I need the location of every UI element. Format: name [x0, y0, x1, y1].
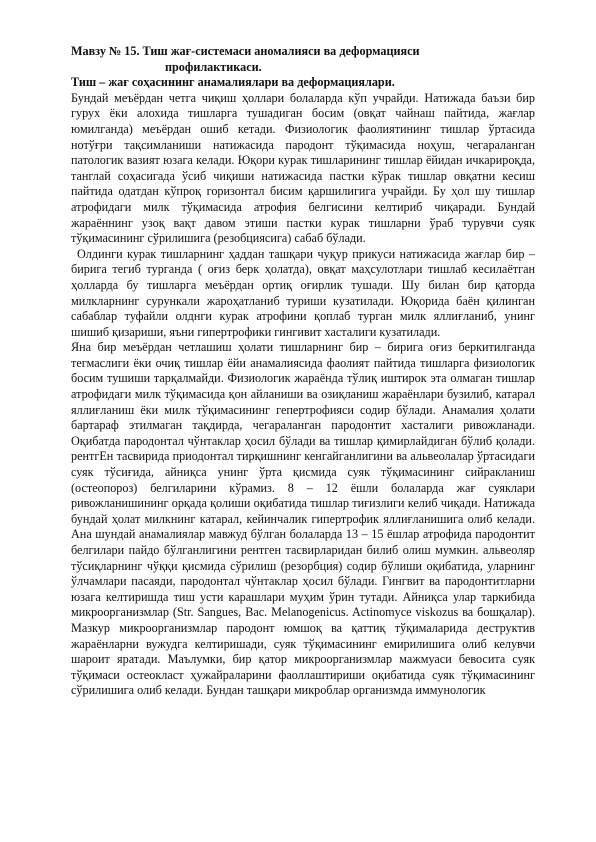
- paragraph: Яна бир меъёрдан четлашиш ҳолати тишларнинг бир – бирига оғиз беркитилганда тегмаслиги ёки очиқ тишлар ёйи анамалиясида фаолият пайтида тишларга физиологик босим тушиши тарқалмайди. Физиологик жараёнда тўлиқ иштирок эта олмаган тишлар атрофидаги милк тўқимасида қон айланиши ва озиқланиш жараёнлари бузилиб, катарал яллиғланиш ёки милк тўқимасининг гепертрофияси содир бўлади. Анамалия ҳолати бартараф этилмаган тақдирда, чегараланган пародонтит хасталиги ривожланади. Оқибатда пародонтал чўнтаклар ҳосил бўлади ва тишлар қимирлайдиган бўлиб қолади. рентгЕн тасвирида приодонтал тирқишнинг кенгайганлигини ва альвеолалар ўртасидаги суяк тўсиғида, айниқса унинг ўрта қисмида суяк тўқимасининг сийракланиш (остеопороз) белгиларини кўрамиз. 8 – 12 ёшли болаларда жағ суяклари ривожланишининг орқада қолиши оқибатида тишлар тиғизлиги келиб чиқади. Натижада бундай ҳолат милкнинг катарал, кейинчалик гипертрофик яллиғланишига олиб келади. Ана шундай анамалиялар мавжуд бўлган болаларда 13 – 15 ёшлар атрофида пародонтит белгилари пайдо бўлганлигини рентген тасвирларидан билиб олиш мумкин. альвеоляр тўсиқларнинг чўққи қисмида сўрилиш (резорбция) содир бўлиши оқибатида, уларнинг ўлчамлари пасаяди, пародонтал чўнтаклар ҳосил бўлади. Гингвит ва пародонтитларни юзага келтиришда тиш усти карашлари муҳим ўрин тутади. Айниқса улар таркибида микроорганизмлар (Str. Sangues, Bac. Melanogenicus. Actinomyce viskozus ва бошқалар). Мазкур микроорганизмлар пародонт юмшоқ ва қаттиқ тўқималарида деструктив жараёнларни вужудга келтиришади, суяк тўқимасининг емирилишига олиб келувчи шароит яратади. Маълумки, бир қатор микроорганизмлар мажмуаси бевосита суяк тўқимаси остеокласт ҳужайраларини фаоллаштириши оқибатида суяк тўқимасининг сўрилишига олиб келади. Бундан ташқари микроблар организмда иммунологик: [71, 340, 535, 698]
- section-subtitle: Тиш – жағ соҳасининг анамалиялари ва деформациялари.: [71, 75, 395, 90]
- document-title: Мавзу № 15. Тиш жағ-системаси аномалияси ва деформацияси: [71, 44, 420, 58]
- paragraph: Олдинги курак тишларнинг ҳаддан ташқари чуқур прикуси натижасида жағлар бир – бирига тегиб турганда ( оғиз берк ҳолатда), овқат маҳсулотлари тишлаб кесилаётган ҳолларда бу тишларга меъёрдан ортиқ оғирлик тушади. Шу билан бир қаторда милкларнинг сурункали жароҳатланиб туриши кузатилади. Юқорида баён қилинган сабаблар туфайли олднги курак атрофини қоплаб турган милк яллиғланиб, унинг шишиб қизариши, яъни гипертрофики гингивит хасталиги кузатилади.: [71, 246, 535, 339]
- document-page: [71, 44, 535, 699]
- paragraph: Бундай меъёрдан четга чиқиш ҳоллари болаларда кўп учрайди. Натижада баъзи бир гурух ёки алохида тишларга тушадиган босим (овқат чайнаш пайтида, жағлар юмилганда) меъёрдан ошиб кетади. Физиологик фаолиятининг тишлар ўртасида нотўғри тақсимланиши натижасида пародонт тўқимасида ноҳуш, чегараланган патологик вазият юзага келади. Юқори курак тишларининг тишлар ёйидан ичкарироқда, танглай соҳасигада ўсиб чиқиши натижасида пастки кўрак тишлар овқатни кесиш пайтида одатдан кўпроқ горизонтал бисим қаршилигига учрайди. Бу ҳол шу тишлар атрофидаги милк тўқимасида атрофия белгисини келтириб чиқаради. Бундай жараённинг узоқ вақт давом этиши пастки курак тишларни ўраб турувчи суяк тўқимасининг сўрилишига (резобциясига) сабаб бўлади.: [71, 90, 535, 246]
- document-title-continuation: профилактикаси.: [165, 59, 262, 74]
